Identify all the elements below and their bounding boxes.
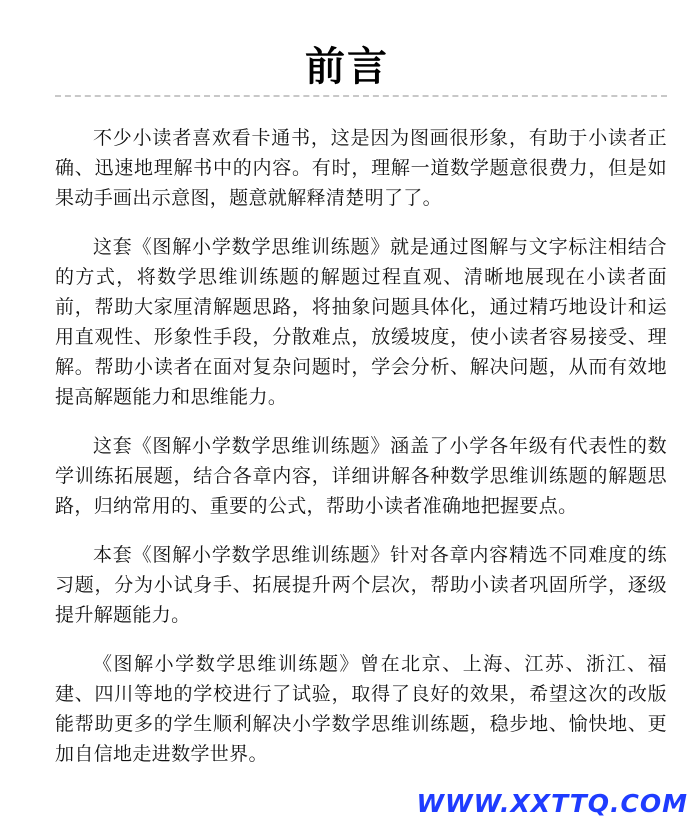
paragraph-2: 这套《图解小学数学思维训练题》就是通过图解与文字标注相结合的方式，将数学思维训练题的解题过程直观、清晰地展现在小读者面前，帮助大家厘清解题思路，将抽象问题具体化，通过精巧地设计和运用直观性、形象性手段，分散难点，放缓坡度，使小读者容易接受、理解。帮助小读者在面对复杂问题时，学会分析、解决问题，从而有效地提高解题能力和思维能力。: [55, 236, 667, 408]
paragraph-5: 《图解小学数学思维训练题》曾在北京、上海、江苏、浙江、福建、四川等地的学校进行了试验，取得了良好的效果，希望这次的改版能帮助更多的学生顺利解决小学数学思维训练题，稳步地、愉快地、更加自信地走进数学世界。: [55, 653, 667, 765]
page-title: 前言: [305, 43, 389, 90]
paragraph-4: 本套《图解小学数学思维训练题》针对各章内容精选不同难度的练习题，分为小试身手、拓展提升两个层次，帮助小读者巩固所学，逐级提升解题能力。: [55, 544, 667, 626]
paragraph-1: 不少小读者喜欢看卡通书，这是因为图画很形象，有助于小读者正确、迅速地理解书中的内容。有时，理解一道数学题意很费力，但是如果动手画出示意图，题意就解释清楚明了了。: [55, 127, 667, 209]
site-watermark: WWW.XXTTQ.COM: [416, 789, 688, 818]
preface-body: [55, 123, 667, 788]
title-divider: [55, 95, 667, 97]
paragraph-3: 这套《图解小学数学思维训练题》涵盖了小学各年级有代表性的数学训练拓展题，结合各章内容，详细讲解各种数学思维训练题的解题思路，归纳常用的、重要的公式，帮助小读者准确地把握要点。: [55, 435, 667, 517]
